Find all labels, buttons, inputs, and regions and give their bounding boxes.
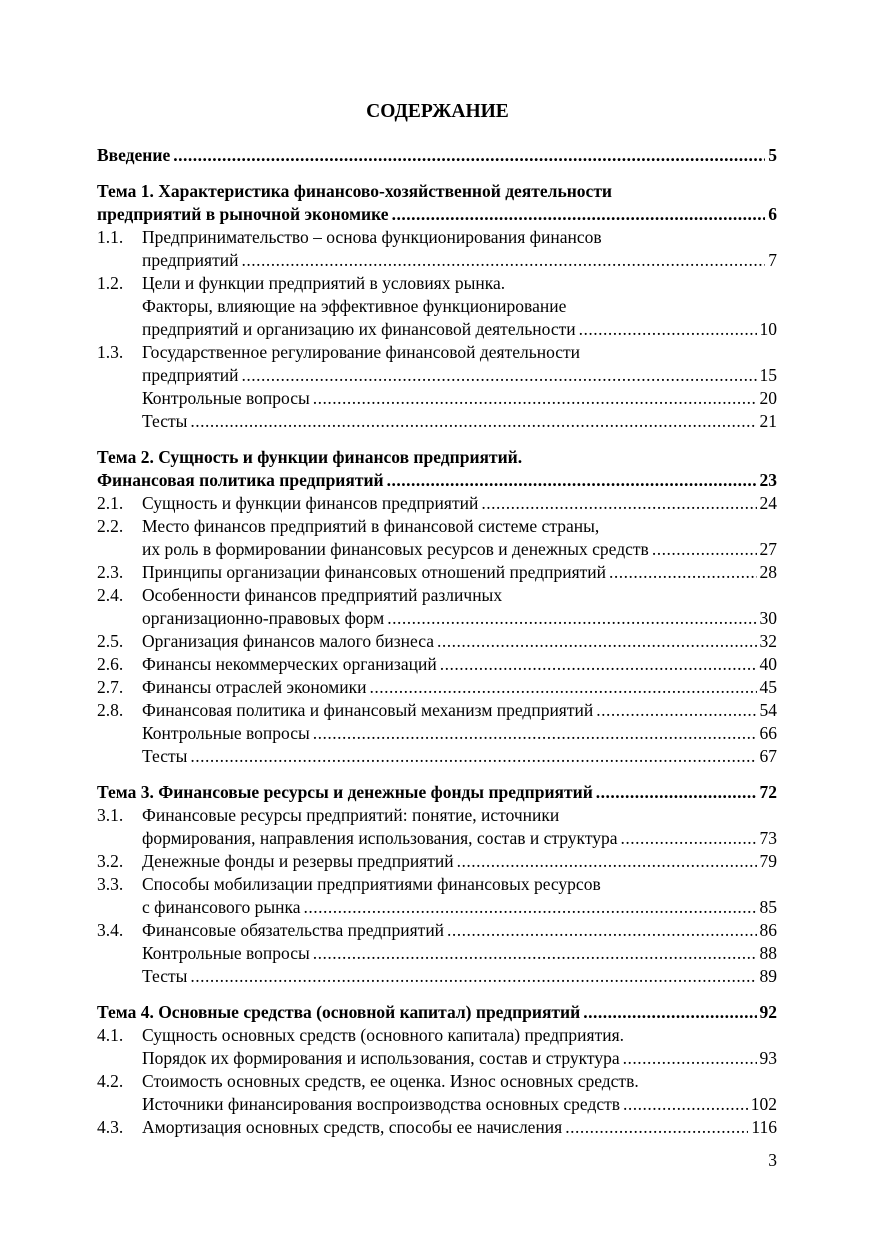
dot-leader <box>173 144 765 167</box>
toc-section-number: 1.1. <box>97 227 124 247</box>
toc-page-number: 66 <box>759 723 777 743</box>
toc-section-number: 2.6. <box>97 654 124 674</box>
toc-entry-title: организационно-правовых форм <box>142 608 385 628</box>
toc-entry-title: Организация финансов малого бизнеса <box>142 631 434 651</box>
table-of-contents <box>97 144 777 1139</box>
toc-page-number: 21 <box>759 411 777 431</box>
toc-entry-title: Предпринимательство – основа функционирования финансов <box>142 227 602 247</box>
toc-entry-title: с финансового рынка <box>142 897 301 917</box>
toc-entry <box>97 341 777 364</box>
toc-page-number: 67 <box>759 746 777 766</box>
toc-entry-tests <box>97 965 777 988</box>
toc-section-number: 2.4. <box>97 585 124 605</box>
toc-entry-title: Порядок их формирования и использования, состав и структура <box>142 1048 620 1068</box>
toc-section-number: 2.2. <box>97 516 124 536</box>
toc-entry-title: формирования, направления использования, состав и структура <box>142 828 618 848</box>
dot-leader <box>623 1093 748 1116</box>
toc-section-number: 1.3. <box>97 342 124 362</box>
toc-entry <box>97 607 777 630</box>
toc-entry <box>97 295 777 318</box>
toc-entry-control-questions <box>97 722 777 745</box>
toc-entry-title: Тема 4. Основные средства (основной капитал) предприятий <box>97 1002 581 1022</box>
toc-entry-control-questions <box>97 942 777 965</box>
dot-leader <box>369 676 756 699</box>
dot-leader <box>313 722 757 745</box>
dot-leader <box>596 781 757 804</box>
toc-entry <box>97 1116 777 1139</box>
toc-entry-title: Контрольные вопросы <box>142 388 310 408</box>
toc-entry-tests <box>97 410 777 433</box>
toc-entry <box>97 653 777 676</box>
toc-entry <box>97 249 777 272</box>
dot-leader <box>437 630 757 653</box>
dot-leader <box>579 318 757 341</box>
toc-entry-title: Сущность и функции финансов предприятий <box>142 493 479 513</box>
toc-page-number: 54 <box>759 700 777 720</box>
toc-entry-control-questions <box>97 387 777 410</box>
dot-leader <box>565 1116 748 1139</box>
toc-entry-title: Тема 3. Финансовые ресурсы и денежные фонды предприятий <box>97 782 593 802</box>
toc-entry-title: Финансовые обязательства предприятий <box>142 920 445 940</box>
toc-page-number: 73 <box>759 828 777 848</box>
toc-entry-tests <box>97 745 777 768</box>
toc-section-number: 3.1. <box>97 805 124 825</box>
toc-entry <box>97 850 777 873</box>
toc-entry-title: Факторы, влияющие на эффективное функционирование <box>142 296 567 316</box>
toc-entry <box>97 827 777 850</box>
dot-leader <box>457 850 757 873</box>
toc-entry-title: Амортизация основных средств, способы ее начисления <box>142 1117 563 1137</box>
toc-entry-title: Денежные фонды и резервы предприятий <box>142 851 454 871</box>
toc-entry <box>97 584 777 607</box>
toc-entry-title: их роль в формировании финансовых ресурсов и денежных средств <box>142 539 649 559</box>
toc-page-number: 88 <box>759 943 777 963</box>
toc-entry-title: Тема 2. Сущность и функции финансов предприятий. <box>97 447 523 467</box>
dot-leader <box>313 387 757 410</box>
toc-page-number: 92 <box>759 1002 777 1022</box>
toc-section-number: 3.3. <box>97 874 124 894</box>
toc-section-number: 3.4. <box>97 920 124 940</box>
toc-entry <box>97 515 777 538</box>
toc-section-number: 2.3. <box>97 562 124 582</box>
toc-topic-heading <box>97 446 777 469</box>
toc-entry-title: Стоимость основных средств, ее оценка. Износ основных средств. <box>142 1071 639 1091</box>
toc-section-number: 2.5. <box>97 631 124 651</box>
toc-page-number: 6 <box>768 204 777 224</box>
toc-entry-title: Тема 1. Характеристика финансово-хозяйственной деятельности <box>97 181 612 201</box>
toc-entry-title: Тесты <box>142 966 188 986</box>
toc-page-number: 40 <box>759 654 777 674</box>
toc-page-number: 85 <box>759 897 777 917</box>
toc-entry <box>97 492 777 515</box>
toc-entry <box>97 1093 777 1116</box>
toc-entry <box>97 1070 777 1093</box>
toc-entry-title: предприятий <box>142 250 239 270</box>
toc-entry-title: Особенности финансов предприятий различных <box>142 585 503 605</box>
dot-leader <box>313 942 757 965</box>
toc-page-number: 93 <box>759 1048 777 1068</box>
toc-entry-title: Введение <box>97 145 171 165</box>
toc-section-number: 4.1. <box>97 1025 124 1045</box>
toc-entry-title: Государственное регулирование финансовой деятельности <box>142 342 581 362</box>
toc-entry-title: Контрольные вопросы <box>142 723 310 743</box>
toc-topic-heading-last-line <box>97 469 777 492</box>
toc-entry-title: Финансовая политика и финансовый механизм предприятий <box>142 700 594 720</box>
dot-leader <box>440 653 757 676</box>
dot-leader <box>596 699 756 722</box>
toc-page-number: 23 <box>759 470 777 490</box>
toc-entry <box>97 873 777 896</box>
toc-entry-title: Тесты <box>142 746 188 766</box>
toc-page-number: 30 <box>759 608 777 628</box>
toc-entry-title: Финансы отраслей экономики <box>142 677 367 697</box>
dot-leader <box>387 607 756 630</box>
toc-entry <box>97 272 777 295</box>
toc-page-number: 24 <box>759 493 777 513</box>
dot-leader <box>241 249 765 272</box>
toc-entry-title: Источники финансирования воспроизводства основных средств <box>142 1094 621 1114</box>
toc-page-number: 15 <box>759 365 777 385</box>
dot-leader <box>190 745 756 768</box>
toc-entry <box>97 364 777 387</box>
toc-entry-title: Место финансов предприятий в финансовой системе страны, <box>142 516 600 536</box>
toc-section-number: 4.2. <box>97 1071 124 1091</box>
dot-leader <box>392 203 766 226</box>
toc-entry-title: Финансовые ресурсы предприятий: понятие, источники <box>142 805 560 825</box>
page-title: СОДЕРЖАНИЕ <box>366 101 509 122</box>
toc-entry-title: Финансы некоммерческих организаций <box>142 654 437 674</box>
toc-entry <box>97 896 777 919</box>
toc-section-number: 4.3. <box>97 1117 124 1137</box>
toc-entry-title: Тесты <box>142 411 188 431</box>
toc-page-number: 7 <box>768 250 777 270</box>
dot-leader <box>583 1001 756 1024</box>
toc-entry-introduction <box>97 144 777 167</box>
toc-page-number: 102 <box>750 1094 777 1114</box>
toc-section-number: 1.2. <box>97 273 124 293</box>
toc-page-number: 5 <box>768 145 777 165</box>
dot-leader <box>190 410 756 433</box>
toc-page-number: 116 <box>751 1117 777 1137</box>
toc-page-number: 45 <box>759 677 777 697</box>
toc-entry-title: Цели и функции предприятий в условиях рынка. <box>142 273 506 293</box>
dot-leader <box>241 364 756 387</box>
toc-entry <box>97 318 777 341</box>
toc-page-number: 89 <box>759 966 777 986</box>
toc-entry-title: Контрольные вопросы <box>142 943 310 963</box>
toc-topic-heading <box>97 1001 777 1024</box>
toc-page-number: 79 <box>759 851 777 871</box>
toc-entry <box>97 630 777 653</box>
toc-entry <box>97 1047 777 1070</box>
toc-section-number: 2.1. <box>97 493 124 513</box>
page-number: 3 <box>768 1150 777 1170</box>
toc-entry-title: Сущность основных средств (основного капитала) предприятия. <box>142 1025 625 1045</box>
dot-leader <box>621 827 757 850</box>
toc-entry <box>97 1024 777 1047</box>
toc-entry <box>97 561 777 584</box>
toc-page-number: 27 <box>759 539 777 559</box>
toc-page-number: 10 <box>759 319 777 339</box>
toc-entry-title: Принципы организации финансовых отношений предприятий <box>142 562 606 582</box>
toc-page-number: 20 <box>759 388 777 408</box>
dot-leader <box>304 896 757 919</box>
dot-leader <box>609 561 757 584</box>
toc-entry <box>97 919 777 942</box>
toc-section-number: 2.7. <box>97 677 124 697</box>
dot-leader <box>652 538 757 561</box>
toc-topic-heading-last-line <box>97 203 777 226</box>
dot-leader <box>387 469 757 492</box>
toc-entry-title: Способы мобилизации предприятиями финансовых ресурсов <box>142 874 601 894</box>
toc-entry <box>97 676 777 699</box>
dot-leader <box>623 1047 757 1070</box>
toc-topic-heading <box>97 781 777 804</box>
toc-entry-title: предприятий <box>142 365 239 385</box>
toc-entry <box>97 804 777 827</box>
toc-entry <box>97 226 777 249</box>
toc-entry <box>97 699 777 722</box>
toc-topic-heading <box>97 180 777 203</box>
toc-page-number: 86 <box>759 920 777 940</box>
toc-section-number: 3.2. <box>97 851 124 871</box>
toc-entry-title: предприятий в рыночной экономике <box>97 204 389 224</box>
dot-leader <box>447 919 756 942</box>
dot-leader <box>481 492 756 515</box>
toc-entry-title: предприятий и организацию их финансовой деятельности <box>142 319 576 339</box>
toc-page-number: 72 <box>759 782 777 802</box>
toc-page-number: 28 <box>759 562 777 582</box>
dot-leader <box>190 965 756 988</box>
toc-section-number: 2.8. <box>97 700 124 720</box>
toc-page-number: 32 <box>759 631 777 651</box>
toc-entry-title: Финансовая политика предприятий <box>97 470 384 490</box>
toc-entry <box>97 538 777 561</box>
